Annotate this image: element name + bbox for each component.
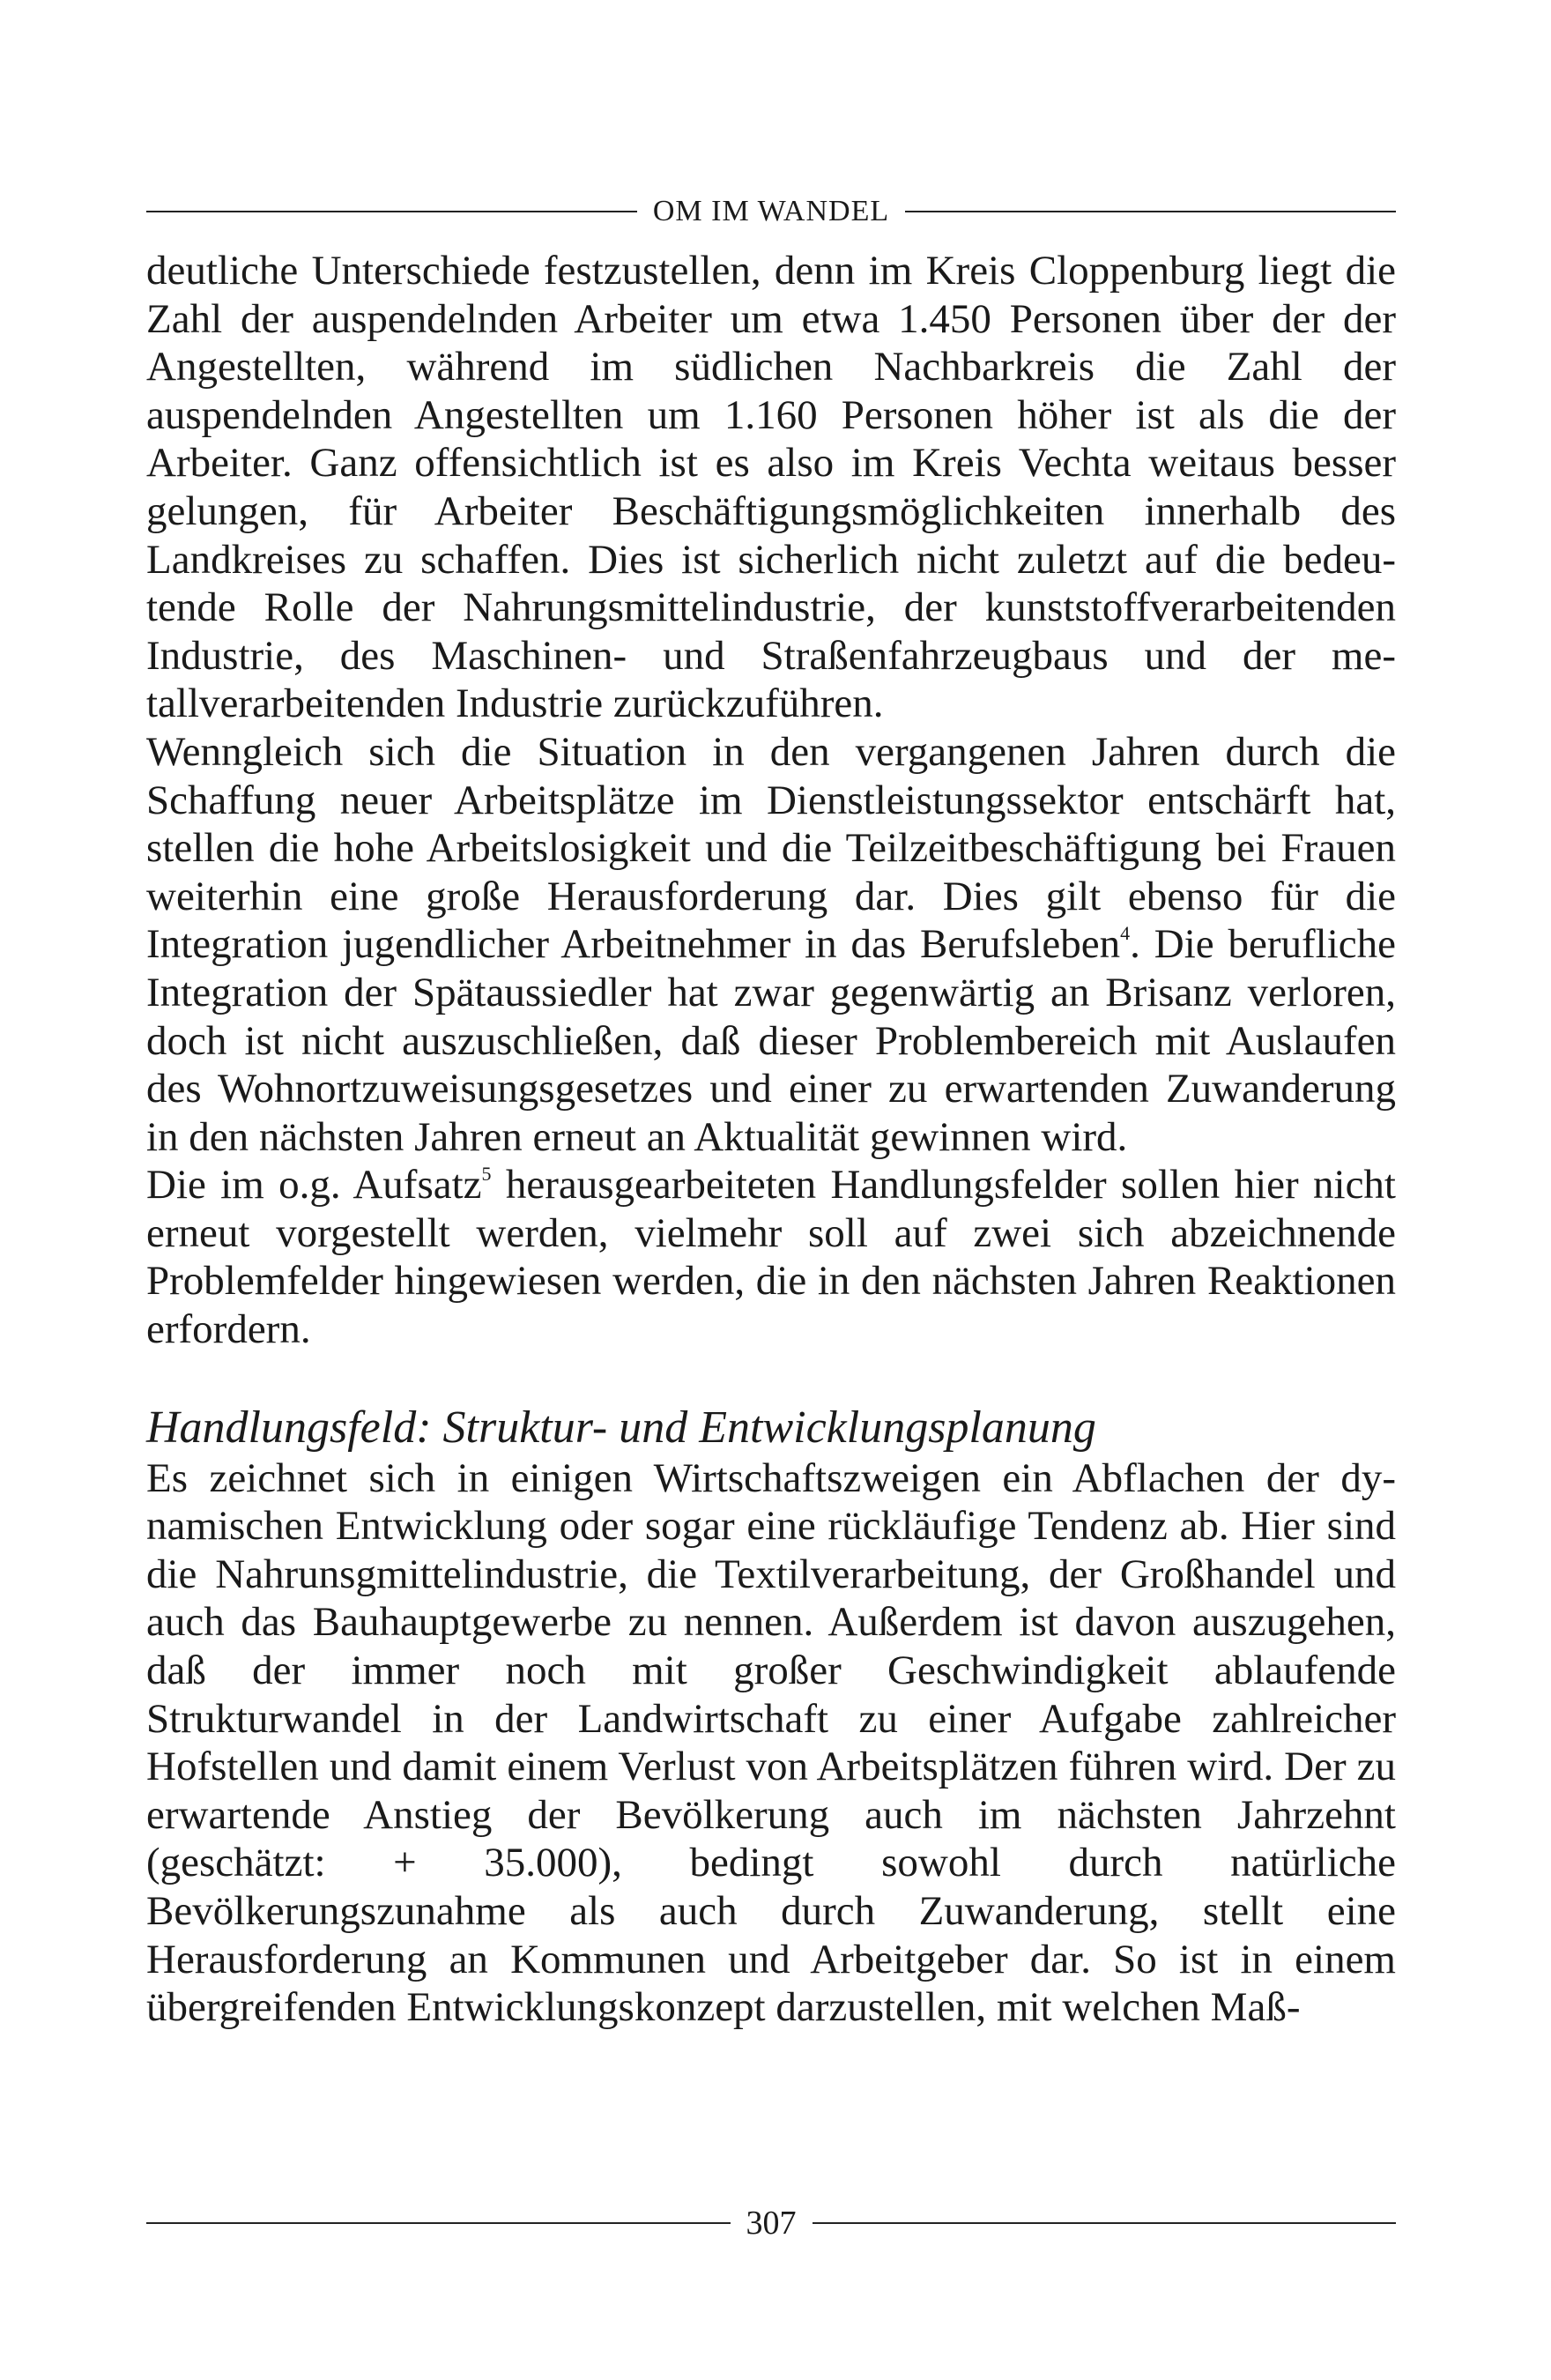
section-paragraph: Es zeichnet sich in einigen Wirtschaftszweigen ein Abflachen der dynamischen Entwicklung oder sogar eine rückläufige Tendenz ab. Hier sind die Nahrunsgmittelindustrie, die Textilverarbeitung, der Großhandel und auch das Bauhauptgewerbe zu nennen. Außerdem ist davon auszugehen, daß der immer noch mit großer Geschwindigkeit ablaufende Strukturwandel in der Landwirtschaft zu einer Aufgabe zahlreicher Hofstellen und damit einem Verlust von Arbeitsplätzen führen wird. Der zu erwartende Anstieg der Bevölkerung auch im nächsten Jahrzehnt (geschätzt: + 35.000), bedingt sowohl durch natürliche Bevölkerungszunahme als auch durch Zuwanderung, stellt eine Herausforderung an Kommunen und Arbeitgeber dar. So ist in einem übergreifenden Entwicklungskonzept darzustellen, mit welchen Maß- — [146, 1454, 1396, 2031]
book-page — [146, 185, 1396, 2265]
section-heading: Handlungsfeld: Struktur- und Entwicklungsplanung — [146, 1402, 1096, 1453]
body-text — [146, 247, 1396, 2032]
paragraph-2 — [146, 728, 1396, 1161]
running-head — [146, 185, 1396, 238]
running-title: OM IM WANDEL — [652, 195, 890, 227]
paragraph-1: deutliche Unterschiede festzustellen, denn im Kreis Cloppenburg liegt die Zahl der auspendelnden Arbeiter um etwa 1.450 Personen über der der Angestellten, während im südlichen Nachbarkreis die Zahl der auspendelnden Angestellten um 1.160 Personen höher ist als die der Arbeiter. Ganz offensichtlich ist es also im Kreis Vechta weitaus besser gelungen, für Arbeiter Beschäftigungsmöglichkeiten innerhalb des Landkreises zu schaffen. Dies ist sicherlich nicht zuletzt auf die bedeutende Rolle der Nahrungsmittelindustrie, der kunststoffverarbeitenden Industrie, des Maschinen- und Straßenfahrzeugbaus und der metallverarbeitenden Industrie zurückzuführen. — [146, 248, 1396, 727]
page-number: 307 — [746, 2205, 797, 2242]
paragraph-2-text-before: Wenngleich sich die Situation in den vergangenen Jahren durch die Schaffung neuer Arbeitsplätze im Dienstleistungssektor entschärft hat, stellen die hohe Arbeitslosigkeit und die Teilzeitbeschäftigung bei Frauen weiterhin eine große Herausforderung dar. Dies gilt ebenso für die Integration jugendlicher Arbeitnehmer in das Berufsleben — [146, 728, 1396, 968]
footer-rule-right — [813, 2222, 1397, 2224]
header-rule-left — [146, 211, 637, 212]
footer-rule-left — [146, 2222, 731, 2224]
footnote-marker-4: 4 — [1120, 922, 1131, 945]
header-rule-right — [905, 211, 1396, 212]
paragraph-3-text-after: herausgearbeiteten Handlungsfelder sollen hier nicht erneut vorgestellt werden, vielmehr soll auf zwei sich abzeichnende Problemfelder hingewiesen werden, die in den nächsten Jahren Reaktionen erfordern. — [146, 1162, 1396, 1353]
paragraph-3 — [146, 1161, 1396, 1353]
page-footer — [146, 2197, 1396, 2250]
paragraph-2-text-after: . Die berufliche Integration der Spätaussiedler hat zwar gegenwärtig an Brisanz verloren, doch ist nicht auszuschließen, daß dieser Problembereich mit Auslaufen des Wohnortzuweisungsgesetzes und einer zu erwartenden Zuwanderung in den nächsten Jahren erneut an Aktualität gewinnen wird. — [146, 921, 1396, 1160]
footnote-marker-5: 5 — [481, 1163, 492, 1186]
paragraph-3-text-before: Die im o.g. Aufsatz — [146, 1162, 482, 1209]
